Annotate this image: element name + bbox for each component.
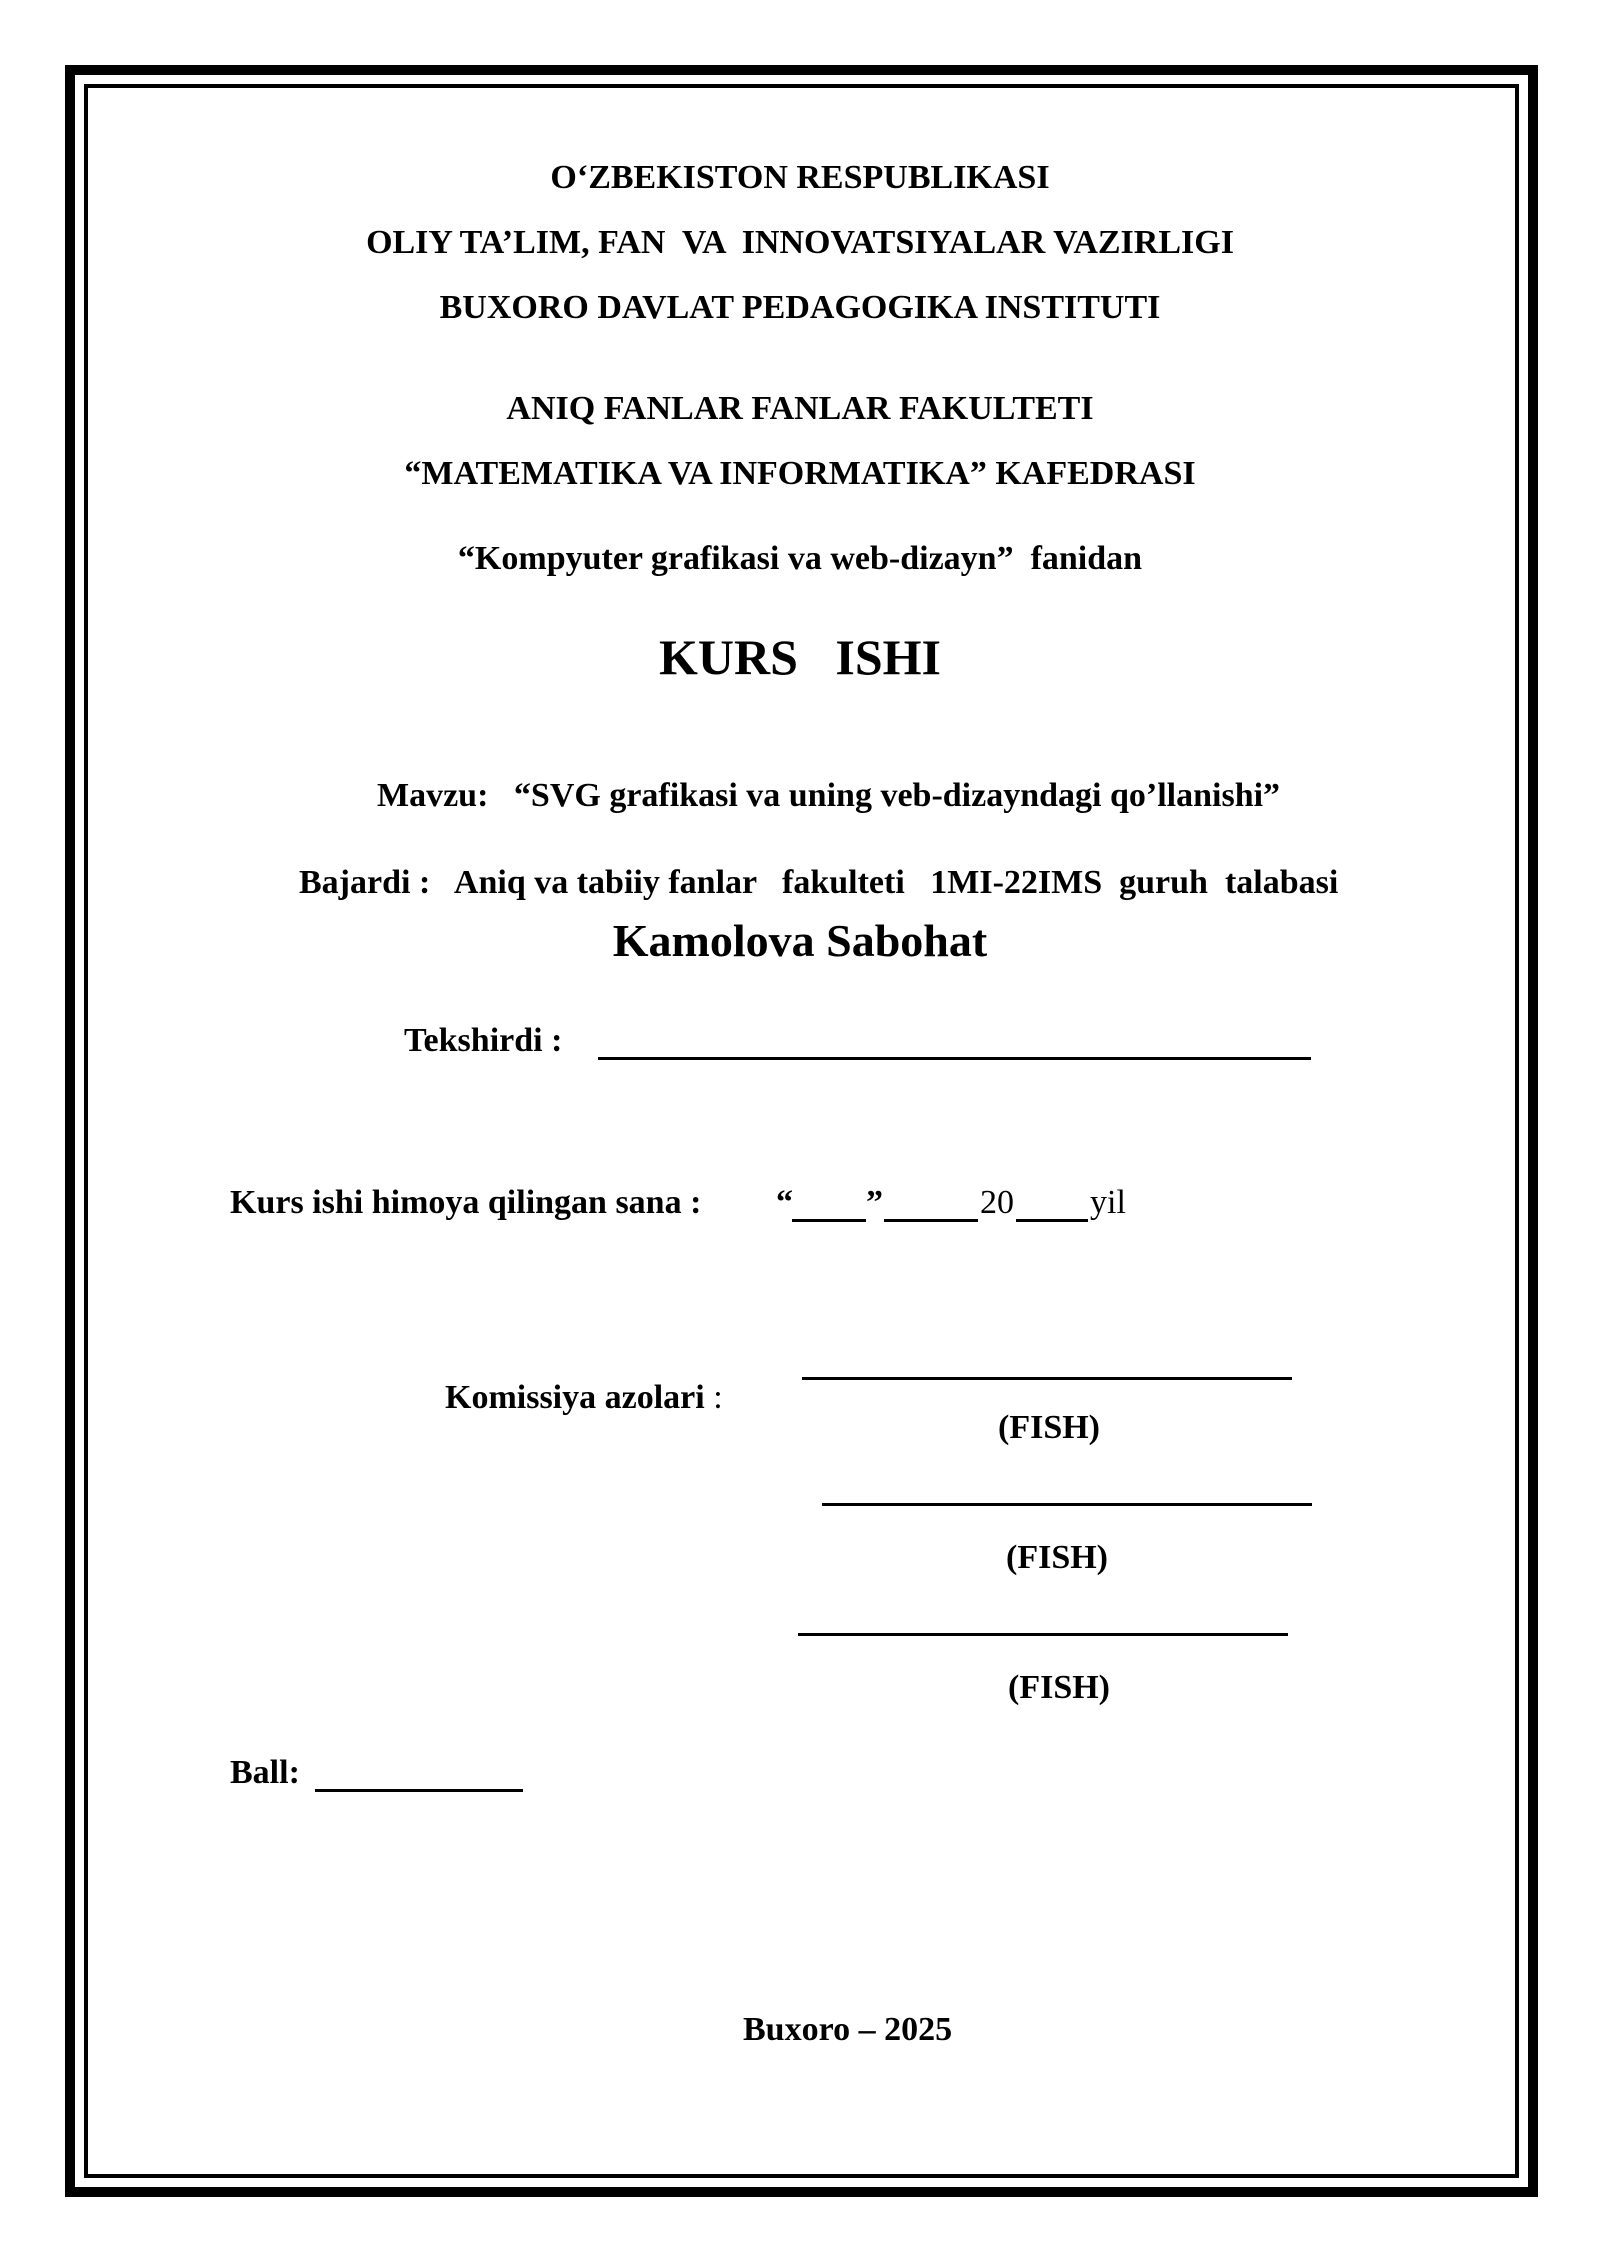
checker-label: Tekshirdi : — [404, 1022, 563, 1059]
topic-label: Mavzu: — [377, 777, 489, 814]
defense-month-blank — [884, 1219, 978, 1222]
commission-signature-line-2 — [822, 1503, 1312, 1506]
topic-value: “SVG grafikasi va uning veb-dizayndagi qo’llanishi” — [513, 777, 1281, 814]
commission-fish-caption-2: (FISH) — [1006, 1539, 1108, 1576]
defense-date-close-quote: ” — [866, 1184, 883, 1221]
commission-colon: : — [713, 1379, 723, 1416]
commission-signature-line-3 — [798, 1633, 1288, 1636]
commission-label: Komissiya azolari — [445, 1379, 705, 1416]
commission-signature-line-1 — [802, 1377, 1292, 1380]
commission-fish-caption-1: (FISH) — [998, 1409, 1100, 1446]
defense-year-suffix: yil — [1090, 1184, 1126, 1221]
performer-label: Bajardi : — [299, 864, 431, 901]
commission-line — [428, 1347, 723, 1415]
document-title: KURS ISHI — [658, 629, 942, 685]
ministry-heading: OLIY TA’LIM, FAN VA INNOVATSIYALAR VAZIRLIGI — [366, 224, 1234, 261]
score-blank — [315, 1789, 523, 1792]
checker-signature-line — [598, 1057, 1311, 1060]
republic-heading: O‘ZBEKISTON RESPUBLIKASI — [550, 159, 1050, 196]
score-label: Ball: — [230, 1754, 300, 1791]
defense-year-blank — [1016, 1219, 1088, 1222]
performer-value: Aniq va tabiiy fanlar fakulteti 1MI-22IMS guruh talabasi — [453, 864, 1339, 901]
topic-line — [360, 745, 1280, 813]
footer-city-year: Buxoro – 2025 — [743, 2011, 953, 2048]
defense-year-prefix: 20 — [980, 1184, 1014, 1221]
department-heading: “MATEMATIKA VA INFORMATIKA” KAFEDRASI — [404, 455, 1196, 492]
institute-heading: BUXORO DAVLAT PEDAGOGIKA INSTITUTI — [439, 289, 1161, 326]
performer-line — [282, 832, 1338, 900]
faculty-heading: ANIQ FANLAR FANLAR FAKULTETI — [506, 390, 1094, 427]
student-name: Kamolova Sabohat — [612, 915, 988, 966]
defense-date-label: Kurs ishi himoya qilingan sana : — [230, 1184, 702, 1221]
subject-line: “Kompyuter grafikasi va web-dizayn” fanidan — [457, 540, 1143, 577]
defense-date-open-quote: “ — [776, 1184, 793, 1221]
defense-day-blank — [792, 1219, 866, 1222]
commission-fish-caption-3: (FISH) — [1008, 1669, 1110, 1706]
